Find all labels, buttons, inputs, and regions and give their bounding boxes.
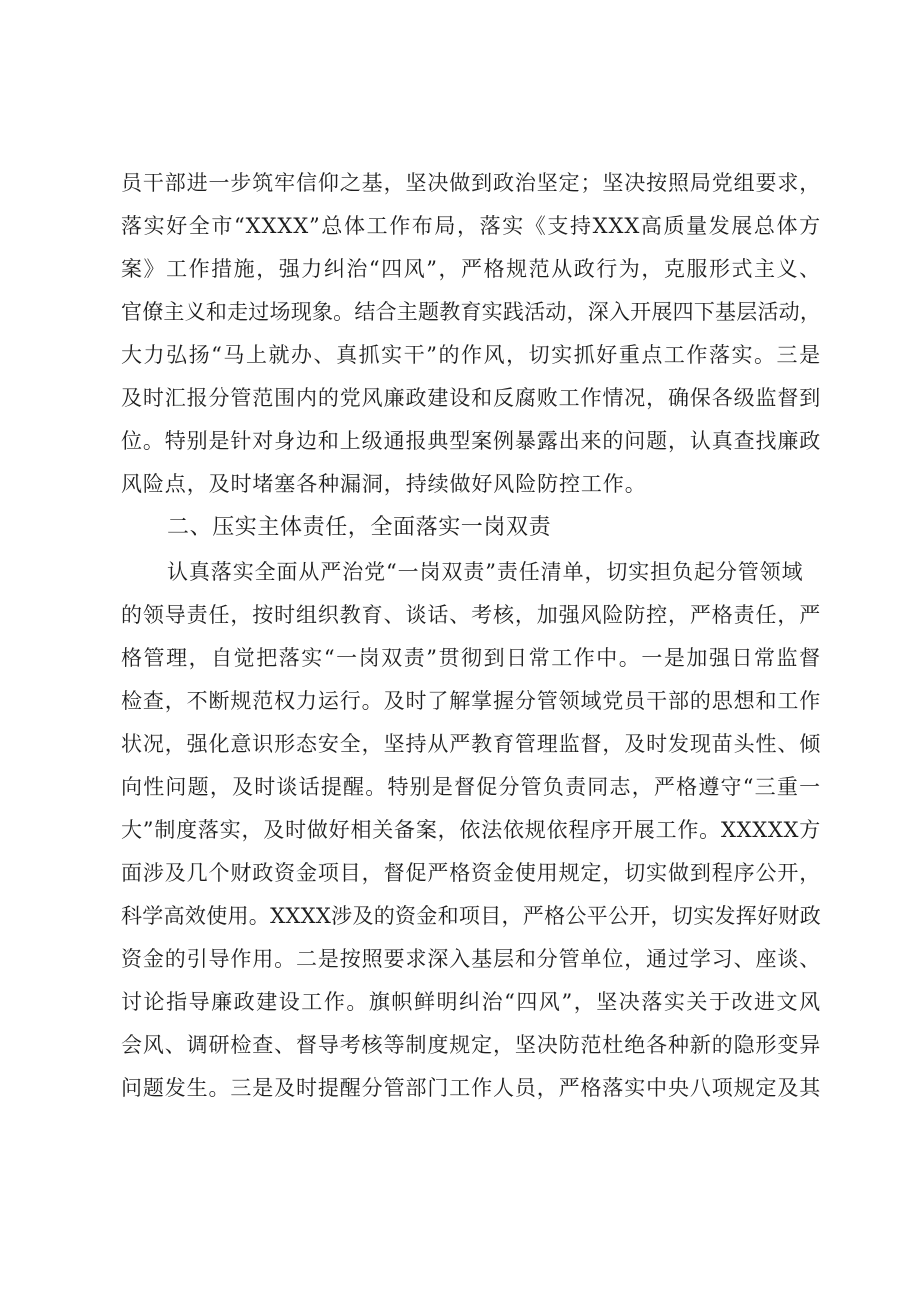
section2-line-6: 向性问题，及时谈话提醒。特别是督促分管负责同志，严格遵守“三重一 — [121, 775, 821, 799]
section2-line-12: 会风、调研检查、督导考核等制度规定，坚决防范杜绝各种新的隐形变异 — [121, 1033, 821, 1057]
section2-line-8: 面涉及几个财政资金项目，督促严格资金使用规定，切实做到程序公开， — [121, 861, 821, 885]
paragraph1-line-3: 案》工作措施，强力纠治“四风”，严格规范从政行为，克服形式主义、 — [121, 257, 821, 281]
section2-line-13: 问题发生。三是及时提醒分管部门工作人员，严格落实中央八项规定及其 — [121, 1076, 821, 1100]
section2-line-5: 状况，强化意识形态安全，坚持从严教育管理监督，及时发现苗头性、倾 — [121, 732, 821, 756]
section2-line-2: 的领导责任，按时组织教育、谈话、考核，加强风险防控，严格责任，严 — [121, 603, 821, 627]
section2-line-10: 资金的引导作用。二是按照要求深入基层和分管单位，通过学习、座谈、 — [121, 947, 821, 971]
paragraph1-line-7: 位。特别是针对身边和上级通报典型案例暴露出来的问题，认真查找廉政 — [121, 429, 821, 453]
section2-line-7: 大”制度落实，及时做好相关备案，依法依规依程序开展工作。XXXXX方 — [121, 818, 821, 842]
section2-line-3: 格管理，自觉把落实“一岗双责”贯彻到日常工作中。一是加强日常监督 — [121, 646, 821, 670]
paragraph1-line-8: 风险点，及时堵塞各种漏洞，持续做好风险防控工作。 — [121, 472, 647, 496]
section2-line-11: 讨论指导廉政建设工作。旗帜鲜明纠治“四风”，坚决落实关于改进文风 — [121, 990, 821, 1014]
section2-line-4: 检查，不断规范权力运行。及时了解掌握分管领域党员干部的思想和工作 — [121, 689, 821, 713]
paragraph1-line-1: 员干部进一步筑牢信仰之基，坚决做到政治坚定；坚决按照局党组要求， — [121, 171, 821, 195]
section2-line-1: 认真落实全面从严治党“一岗双责”责任清单，切实担负起分管领域 — [167, 560, 804, 584]
paragraph1-line-5: 大力弘扬“马上就办、真抓实干”的作风，切实抓好重点工作落实。三是 — [121, 343, 821, 367]
section2-line-9: 科学高效使用。XXXX涉及的资金和项目，严格公平公开，切实发挥好财政 — [121, 904, 821, 928]
paragraph1-line-6: 及时汇报分管范围内的党风廉政建设和反腐败工作情况，确保各级监督到 — [121, 386, 821, 410]
section-heading: 二、压实主体责任，全面落实一岗双责 — [167, 515, 552, 540]
paragraph1-line-4: 官僚主义和走过场现象。结合主题教育实践活动，深入开展四下基层活动， — [121, 300, 821, 324]
paragraph1-line-2: 落实好全市“XXXX”总体工作布局，落实《支持XXX高质量发展总体方 — [121, 214, 821, 238]
